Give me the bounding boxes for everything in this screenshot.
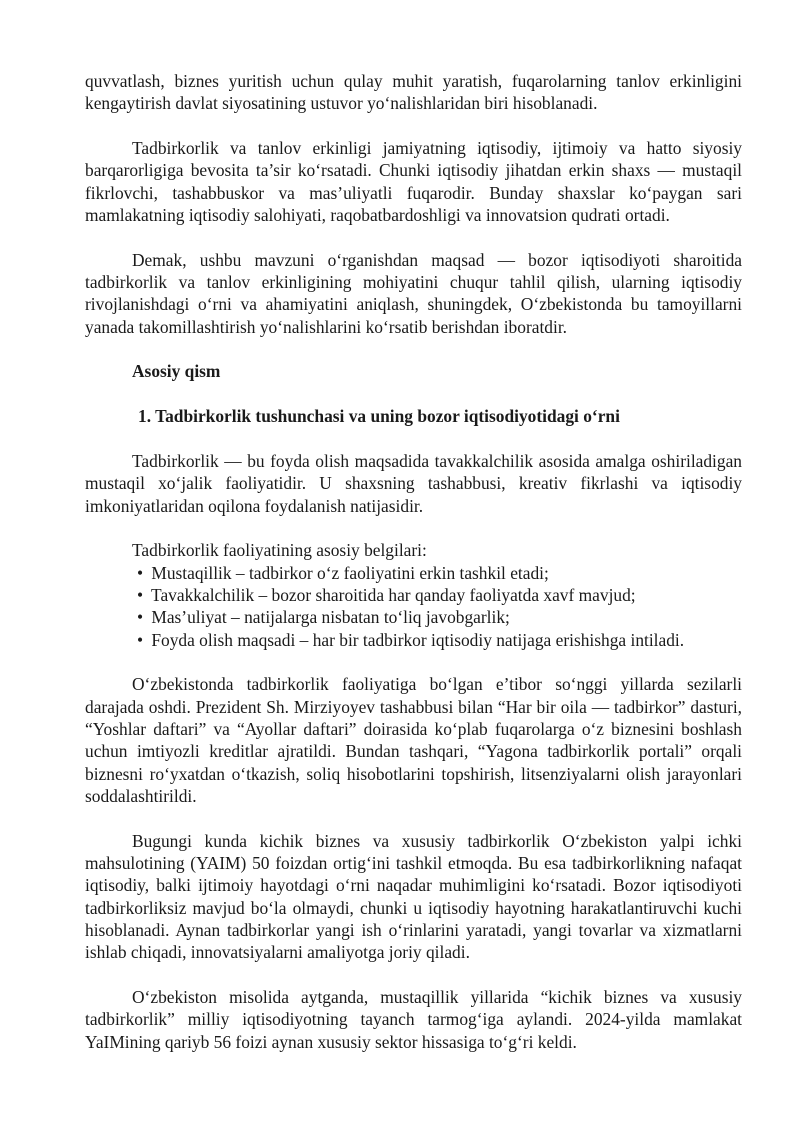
- list-item: [137, 562, 742, 584]
- list-item-text: Mas’uliyat – natijalarga nisbatan to‘liq javobgarlik;: [151, 607, 510, 628]
- heading-section-1: 1. Tadbirkorlik tushunchasi va uning bozor iqtisodiyotidagi o‘rni: [138, 406, 620, 427]
- document-page: [85, 70, 742, 1075]
- paragraph-uzbekistan-support: O‘zbekistonda tadbirkorlik faoliyatiga bo‘lgan e’tibor so‘nggi yillarda sezilarli darajada oshdi. Prezident Sh. Mirziyoyev tashabbusi bilan “Har bir oila — tadbirkor” dasturi, “Yoshlar daftari” va “Ayollar daftari” doirasida ko‘plab fuqarolarga o‘z biznesini boshlash uchun imtiyozli kreditlar ajratildi. Bundan tashqari, “Yagona tadbirkorlik portali” orqali biznesni ro‘yxatdan o‘tkazish, soliq hisobotlarini topshirish, litsenziyalarni olish jarayonlari soddalashtirildi.: [85, 674, 742, 806]
- features-list: [85, 562, 742, 651]
- list-item-text: Foyda olish maqsadi – har bir tadbirkor iqtisodiy natijaga erishishga intiladi.: [151, 629, 685, 650]
- paragraph-freedom-stability: Tadbirkorlik va tanlov erkinligi jamiyatning iqtisodiy, ijtimoiy va hatto siyosiy barqarorligiga bevosita ta’sir ko‘rsatadi. Chunki iqtisodiy jihatdan erkin shaxs — mustaqil fikrlovchi, tashabbuskor va mas’uliyatli fuqarodir. Bunday shaxslar ko‘paygan sari mamlakatning iqtisodiy salohiyati, raqobatbardoshligi va innovatsion qudrati ortadi.: [85, 138, 742, 225]
- bullet-icon: •: [137, 585, 144, 606]
- paragraph-definition: Tadbirkorlik — bu foyda olish maqsadida tavakkalchilik asosida amalga oshiriladigan mustaqil xo‘jalik faoliyatidir. U shaxsning tashabbusi, kreativ fikrlashi va iqtisodiy imkoniyatlaridan oqilona foydalanish natijasidir.: [85, 451, 742, 516]
- paragraph-research-goal: Demak, ushbu mavzuni o‘rganishdan maqsad — bozor iqtisodiyoti sharoitida tadbirkorlik va tanlov erkinligining mohiyatini chuqur tahlil qilish, ularning iqtisodiy rivojlanishdagi o‘rni va ahamiyatini aniqlash, shuningdek, O‘zbekistonda bu tamoyillarni yanada takomillashtirish yo‘nalishlarini ko‘rsatib berishdan iboratdir.: [85, 249, 742, 337]
- bullet-icon: •: [137, 562, 144, 583]
- features-list-intro: Tadbirkorlik faoliyatining asosiy belgilari:: [132, 540, 427, 561]
- list-item: [137, 584, 742, 606]
- bullet-icon: •: [137, 629, 144, 650]
- paragraph-intro-continuation: quvvatlash, biznes yuritish uchun qulay muhit yaratish, fuqarolarning tanlov erkinligini kengaytirish davlat siyosatining ustuvor yo‘nalishlaridan biri hisoblanadi.: [85, 71, 742, 114]
- list-item-text: Tavakkalchilik – bozor sharoitida har qanday faoliyatda xavf mavjud;: [151, 585, 636, 606]
- paragraph-private-sector: O‘zbekiston misolida aytganda, mustaqillik yillarida “kichik biznes va xususiy tadbirkorlik” milliy iqtisodiyotning tayanch tarmog‘iga aylandi. 2024-yilda mamlakat YaIMining qariyb 56 foizi aynan xususiy sektor hissasiga to‘g‘ri keldi.: [85, 987, 742, 1052]
- paragraph-gdp-share: Bugungi kunda kichik biznes va xususiy tadbirkorlik O‘zbekiston yalpi ichki mahsulotining (YAIM) 50 foizdan ortig‘ini tashkil etmoqda. Bu esa tadbirkorlikning nafaqat iqtisodiy, balki ijtimoiy hayotdagi o‘rni naqadar muhimligini ko‘rsatadi. Bozor iqtisodiyoti tadbirkorliksiz mavjud bo‘la olmaydi, chunki u iqtisodiy hayotning harakatlantiruvchi kuchi hisoblanadi. Aynan tadbirkorlar yangi ish o‘rinlarini yaratadi, yangi tovarlar va xizmatlarni ishlab chiqadi, innovatsiyalarni amaliyotga joriy qiladi.: [85, 830, 742, 963]
- list-item-text: Mustaqillik – tadbirkor o‘z faoliyatini erkin tashkil etadi;: [151, 562, 549, 583]
- bullet-icon: •: [137, 607, 144, 628]
- list-item: [137, 629, 742, 651]
- heading-main-part: Asosiy qism: [132, 361, 221, 382]
- list-item: [137, 606, 742, 628]
